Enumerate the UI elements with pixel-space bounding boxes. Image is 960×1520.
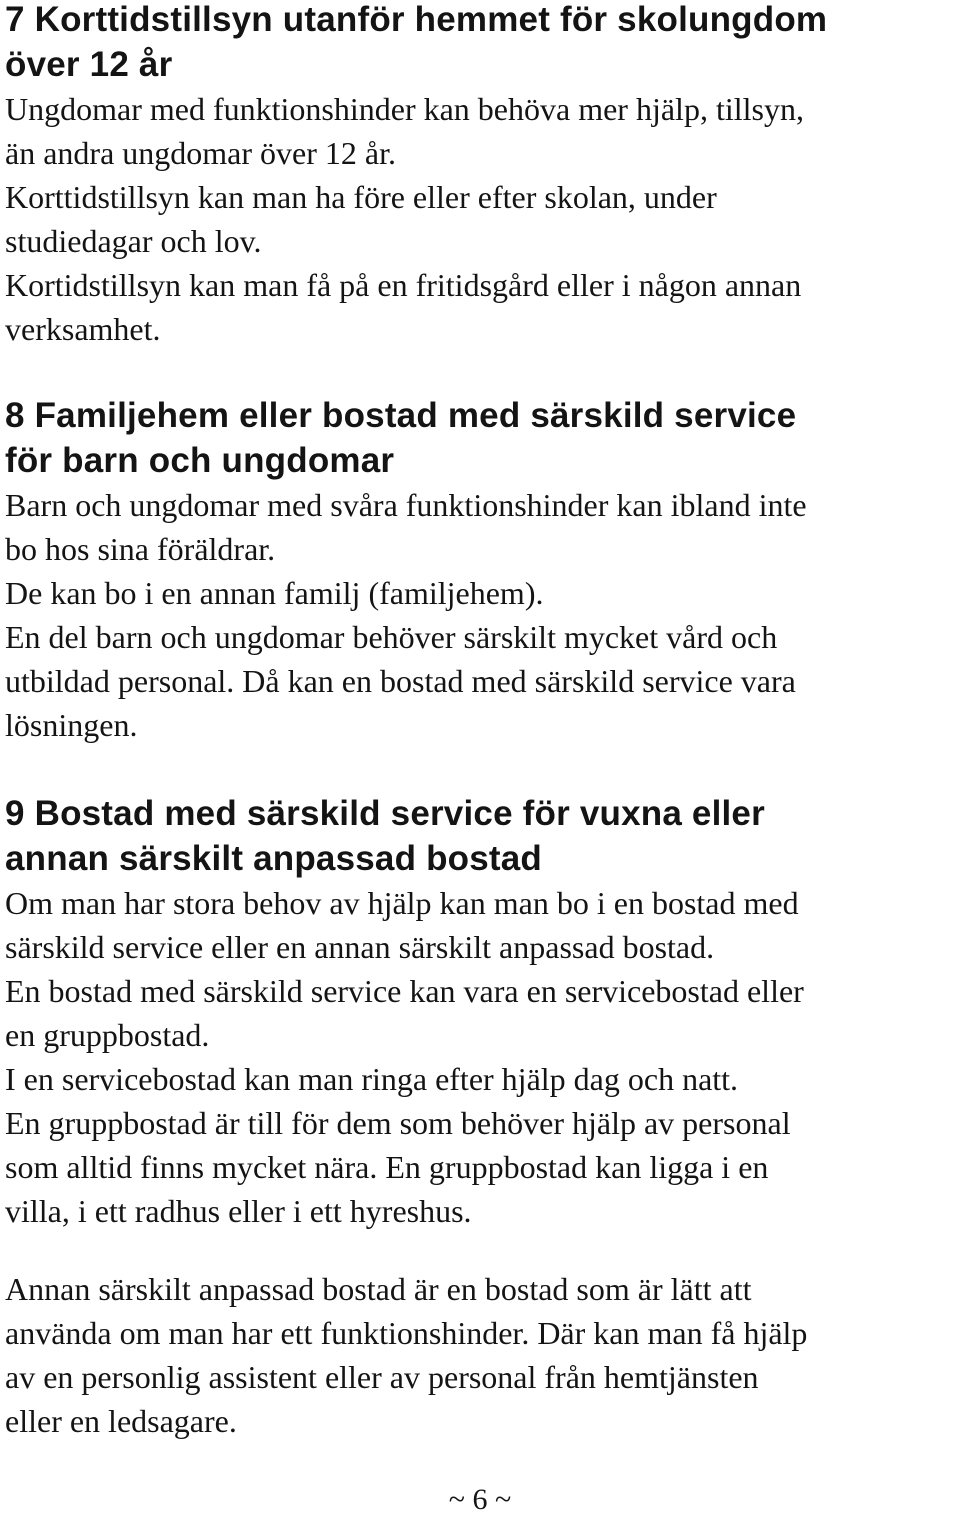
- body-line: eller en ledsagare.: [5, 1403, 237, 1439]
- section-9: [5, 791, 804, 1233]
- heading-line: 7 Korttidstillsyn utanför hemmet för skolungdom: [5, 0, 828, 39]
- body-line: av en personlig assistent eller av personal från hemtjänsten: [5, 1359, 759, 1395]
- body-line: villa, i ett radhus eller i ett hyreshus.: [5, 1193, 472, 1229]
- heading-line: över 12 år: [5, 45, 173, 84]
- section-7: [5, 0, 827, 351]
- section-heading: [5, 393, 807, 483]
- section-heading: [5, 791, 804, 881]
- body-line: använda om man har ett funktionshinder. Där kan man få hjälp: [5, 1315, 808, 1351]
- body-line: En del barn och ungdomar behöver särskilt mycket vård och: [5, 619, 778, 655]
- body-line: En bostad med särskild service kan vara en servicebostad eller: [5, 973, 804, 1009]
- heading-line: för barn och ungdomar: [5, 441, 395, 480]
- heading-line: 9 Bostad med särskild service för vuxna eller: [5, 794, 765, 833]
- section-heading: [5, 0, 827, 87]
- heading-line: 8 Familjehem eller bostad med särskild service: [5, 396, 797, 435]
- body-line: Kortidstillsyn kan man få på en fritidsgård eller i någon annan: [5, 267, 802, 303]
- body-line: särskild service eller en annan särskilt anpassad bostad.: [5, 929, 715, 965]
- section-body: [5, 87, 827, 351]
- body-line: En gruppbostad är till för dem som behöver hjälp av personal: [5, 1105, 791, 1141]
- body-line: Korttidstillsyn kan man ha före eller efter skolan, under: [5, 179, 717, 215]
- body-line: De kan bo i en annan familj (familjehem).: [5, 575, 544, 611]
- body-line: verksamhet.: [5, 311, 161, 347]
- section-8: [5, 393, 807, 747]
- body-line: en gruppbostad.: [5, 1017, 210, 1053]
- body-line: Om man har stora behov av hjälp kan man bo i en bostad med: [5, 885, 799, 921]
- section-9-paragraph: [5, 1267, 807, 1443]
- body-line: studiedagar och lov.: [5, 223, 262, 259]
- body-line: lösningen.: [5, 707, 138, 743]
- body-line: Annan särskilt anpassad bostad är en bostad som är lätt att: [5, 1271, 752, 1307]
- section-body: [5, 881, 804, 1233]
- body-line: I en servicebostad kan man ringa efter hjälp dag och natt.: [5, 1061, 739, 1097]
- body-line: Ungdomar med funktionshinder kan behöva mer hjälp, tillsyn,: [5, 91, 804, 127]
- page-number: ~ 6 ~: [448, 1483, 512, 1516]
- body-line: som alltid finns mycket nära. En gruppbostad kan ligga i en: [5, 1149, 769, 1185]
- body-line: Barn och ungdomar med svåra funktionshinder kan ibland inte: [5, 487, 807, 523]
- section-body: [5, 483, 807, 747]
- body-line: bo hos sina föräldrar.: [5, 531, 276, 567]
- body-line: utbildad personal. Då kan en bostad med särskild service vara: [5, 663, 796, 699]
- body-line: än andra ungdomar över 12 år.: [5, 135, 396, 171]
- heading-line: annan särskilt anpassad bostad: [5, 839, 543, 878]
